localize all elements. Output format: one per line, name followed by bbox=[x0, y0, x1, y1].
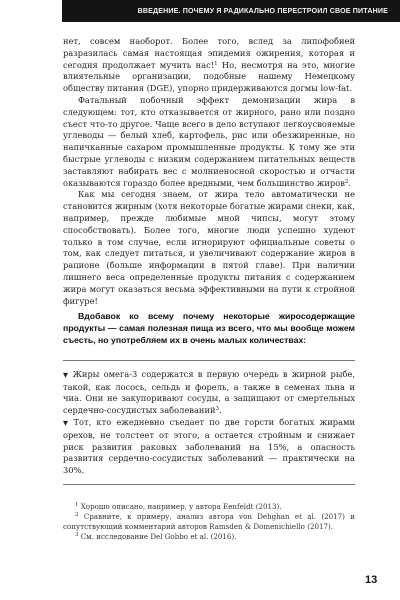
paragraph-1: нет, совсем наоборот. Более того, вслед за липофобией разразилась самая настоящая эпидемия ожирения, которая и сегодня продолжает мучить нас!$^1$ Но, несмотря на это, многие влиятельные организации, подобные нашему Немецкому обществу питания (DGE), упорно придерживаются догмы low-fat. bbox=[63, 36, 356, 94]
paragraph-3: Как мы сегодня знаем, от жира тело автоматически не становится жирным (хотя некоторые богатые жирами снеки, как, например, прежде любимые мной чипсы, могут этому способствовать). Более того, многие люди успешно худеют только в том случае, если игнорируют официальные советы о том, как следует питаться, и увеличивают содержание жиров в рационе (больше информации в пятой главе). При наличии лишнего веса определенные продукты питания с содержанием жира могут оказаться весьма эффективными на пути к стройной фигуре! bbox=[63, 189, 355, 306]
running-header bbox=[62, 0, 400, 22]
paragraph-2: Фатальный побочный эффект демонизации жира в следующем: тот, кто отказывается от жирного, рано или поздно съест что-то другое. Чаще всего в дело вступают легкоусвояемые углеводы — белый хлеб, картофель, рис или обезжиренные, но напичканные сахаром промышленные продукты. К тому же эти быстрые углеводы с низким содержанием питательных веществ заставляют набирать вес с молниеносной скоростью и отчасти оказываются гораздо более вредными, чем большинство жиров$^2$. bbox=[63, 94, 355, 188]
list-item: ▼ Тот, кто ежедневно съедает по две горсти богатых жирами орехов, не толстеет от этого, а остается стройным и снижает риск развития раковых заболеваний на 15%, а опасность развития сердечно-сосудистых заболеваний — практически на 30%. bbox=[63, 416, 355, 476]
triangle-bullet-icon: ▼ bbox=[63, 370, 70, 379]
highlight-box bbox=[63, 360, 355, 485]
list-item: ▼ Жиры омега-3 содержатся в первую очередь в жирной рыбе, такой, как лосось, сельдь и форель, а также в семенах льна и чиа. Они не закупоривают сосуды, а защищают от смертельных сердечно-сосудистых заболеваний$^3$. bbox=[63, 368, 356, 416]
running-title: ВВЕДЕНИЕ. ПОЧЕМУ Я РАДИКАЛЬНО ПЕРЕСТРОИЛ СВОЕ ПИТАНИЕ bbox=[137, 7, 388, 15]
footnote: $^3$ См. исследование Del Gobbo et al. (2016). bbox=[75, 532, 237, 541]
footnote: $^2$ Сравните, к примеру, анализ автора von Dehghan et al. (2017) и сопутствующий комментарий авторов Ramsden & Domenichiello (2017). bbox=[63, 512, 355, 531]
page-number: 13 bbox=[365, 574, 378, 586]
bold-statement: Вдобавок ко всему почему некоторые жиросодержащие продукты — самая полезная пища из всего, что мы вообще можем съесть, но употребляем их в очень малых количествах: bbox=[63, 311, 355, 345]
footnote-ref-2: 2 bbox=[344, 178, 349, 185]
footnote-ref-1: 1 bbox=[214, 60, 218, 67]
triangle-bullet-icon: ▼ bbox=[63, 418, 71, 427]
footnotes bbox=[63, 502, 355, 542]
footnote-ref-3: 3 bbox=[215, 406, 220, 413]
footnote: $^1$ Хорошо описано, например, у автора Eenfeldt (2013). bbox=[75, 502, 282, 511]
main-text bbox=[63, 36, 355, 485]
